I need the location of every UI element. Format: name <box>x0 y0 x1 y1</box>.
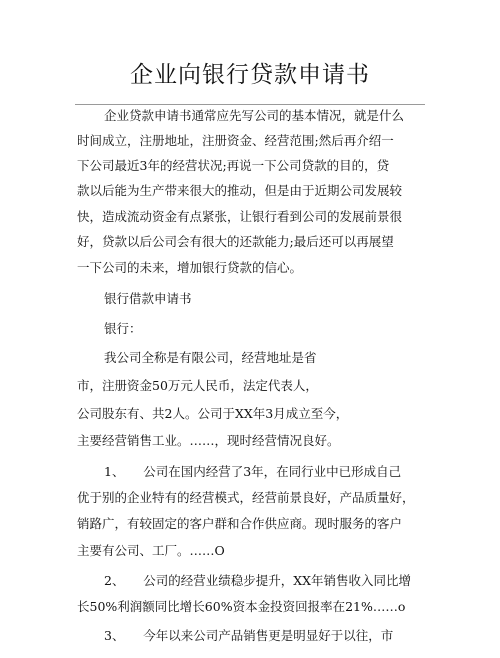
body-line: 下公司最近3年的经营状况;再说一下公司贷款的目的，贷 <box>77 158 390 173</box>
salutation: 银行： <box>104 321 142 336</box>
body-line: 销路广，有较固定的客户群和合作供应商。现时服务的客户 <box>77 516 403 531</box>
body-line: 主要经营销售工业。……，现时经营情况良好。 <box>77 433 340 448</box>
body-line: 一下公司的未来，增加银行贷款的信心。 <box>77 260 303 275</box>
numbered-item: 1、 公司在国内经营了3年，在同行业中已形成自己 <box>104 464 402 479</box>
body-line: 公司股东有、共2人。公司于XX年3月成立至今， <box>77 406 349 421</box>
body-line: 我公司全称是有限公司，经营地址是省 <box>104 350 317 365</box>
body-line: 款以后能为生产带来很大的推动，但是由于近期公司发展较 <box>77 183 403 198</box>
document-title: 企业向银行贷款申请书 <box>130 62 370 88</box>
title-underline <box>75 104 425 105</box>
body-line: 主要有公司、工厂。……O <box>77 543 225 558</box>
body-line: 时间成立，注册地址，注册资金、经营范围;然后再介绍一 <box>77 133 394 148</box>
numbered-item: 2、 公司的经营业绩稳步提升，XX年销售收入同比增 <box>104 573 412 588</box>
body-line: 企业贷款申请书通常应先写公司的基本情况，就是什么 <box>104 108 405 123</box>
body-line: 长50%利润额同比增长60%资本金投资回报率在21%……o <box>77 599 406 614</box>
letter-heading: 银行借款申请书 <box>104 291 192 306</box>
numbered-item: 3、 今年以来公司产品销售更是明显好于以往，市 <box>104 628 394 643</box>
body-line: 快，造成流动资金有点紧张，让银行看到公司的发展前景很 <box>77 209 403 224</box>
body-line: 好，贷款以后公司会有很大的还款能力;最后还可以再展望 <box>77 234 394 249</box>
body-line: 优于别的企业特有的经营模式，经营前景良好，产品质量好， <box>77 490 415 505</box>
body-line: 市，注册资金50万元人民币，法定代表人， <box>77 378 318 393</box>
